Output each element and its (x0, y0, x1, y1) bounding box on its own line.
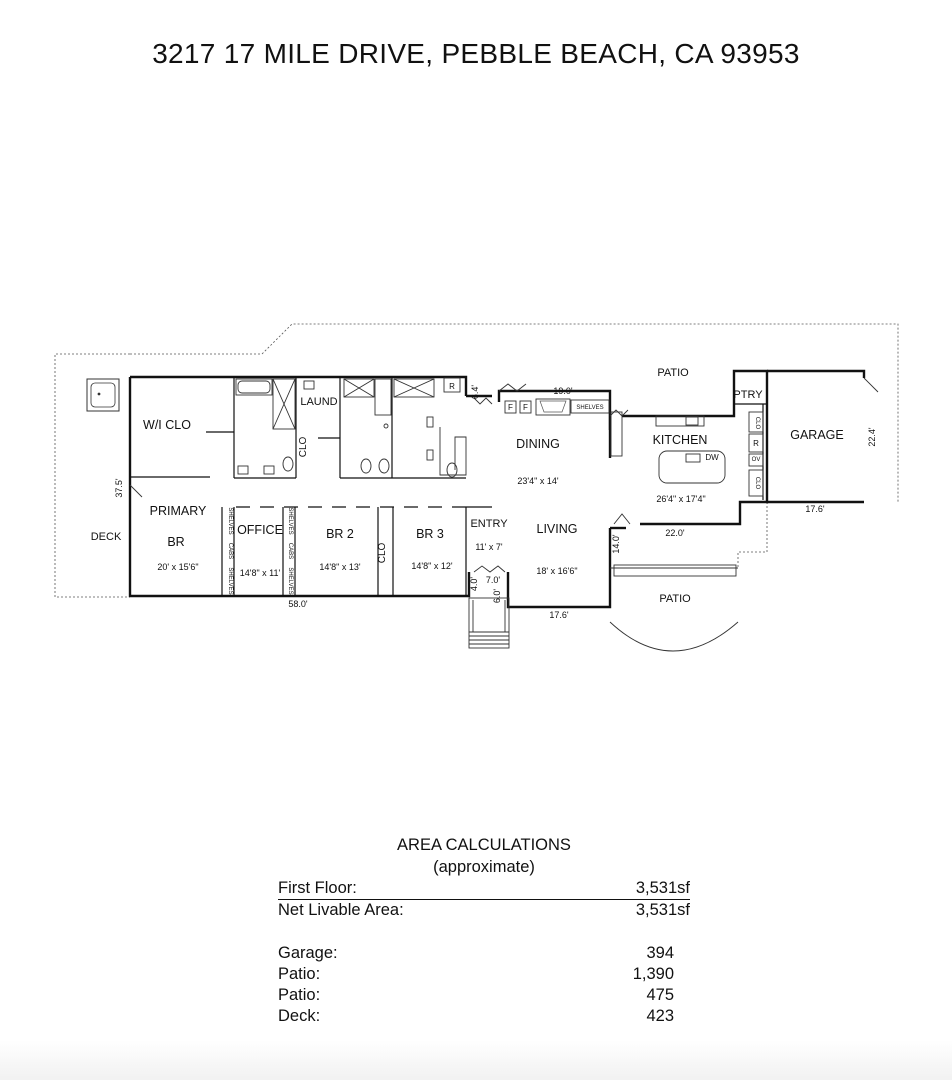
svg-text:R: R (449, 382, 455, 391)
dim-17-6-living: 17.6' (549, 610, 569, 620)
dim-22-4: 22.4' (867, 427, 877, 447)
area-subheading: (approximate) (433, 858, 535, 876)
deck-label: DECK (90, 531, 122, 543)
patio-top-label: PATIO (657, 367, 689, 379)
ptry-label: PTRY (733, 389, 763, 401)
patio-row-1 (278, 964, 690, 985)
svg-text:CABS: CABS (287, 542, 293, 560)
area-calculations (278, 834, 690, 1027)
br-clo-label: CLO (377, 542, 388, 564)
deck-row (278, 1006, 690, 1027)
outdoor-outline (55, 324, 898, 597)
dim-6-4: 6.4' (470, 384, 480, 400)
svg-text:CABS: CABS (227, 542, 233, 560)
kitchen-dim: 26'4" x 17'4" (656, 494, 706, 504)
first-floor-value: 3,531sf (635, 879, 690, 897)
br2-dim: 14'8" x 13' (319, 562, 361, 572)
oven-label: OV (751, 457, 761, 463)
svg-text:SHELVES: SHELVES (227, 507, 233, 535)
patio-area-value-2: 475 (646, 986, 674, 1004)
office-dim: 14'8" x 11' (239, 568, 281, 578)
first-floor-label: First Floor: (278, 879, 357, 897)
kitchen-label: KITCHEN (652, 433, 708, 447)
br-label: BR (167, 535, 185, 549)
area-heading: AREA CALCULATIONS (397, 836, 571, 854)
net-livable-row (278, 900, 690, 921)
office-label: OFFICE (237, 523, 283, 537)
garage-area-label: Garage: (278, 944, 338, 962)
hot-tub-icon (87, 379, 119, 411)
wi-clo-label: W/I CLO (143, 418, 191, 432)
bath-fixtures (236, 379, 466, 477)
refrigerator-box (444, 378, 460, 392)
br2-label: BR 2 (326, 527, 354, 541)
laund-label: LAUND (300, 396, 338, 408)
entry-label: ENTRY (470, 518, 508, 530)
svg-text:F: F (508, 403, 513, 412)
dim-6-0: 6.0' (492, 588, 502, 604)
dim-17-6-garage: 17.6' (805, 504, 825, 514)
page-title: 3217 17 MILE DRIVE, PEBBLE BEACH, CA 93953 (152, 38, 800, 69)
patio-row-2 (278, 985, 690, 1006)
garage-label: GARAGE (790, 428, 844, 442)
fridge-label: R (753, 439, 759, 448)
patio-bottom-label: PATIO (659, 593, 691, 605)
primary-dim: 20' x 15'6" (157, 562, 199, 572)
patio-area-label-2: Patio: (278, 986, 321, 1004)
dim-58-0: 58.0' (288, 599, 308, 609)
kitchen-clo-label-1: CLO (754, 416, 760, 430)
net-livable-label: Net Livable Area: (278, 901, 404, 919)
dining-label: DINING (516, 437, 560, 451)
br3-label: BR 3 (416, 527, 444, 541)
living-patio (610, 565, 738, 651)
svg-text:F: F (523, 403, 528, 412)
primary-label: PRIMARY (149, 504, 207, 518)
dim-37-5: 37.5' (114, 478, 124, 498)
net-livable-value: 3,531sf (635, 901, 690, 919)
dim-7-0: 7.0' (485, 575, 501, 585)
dishwasher-label: DW (705, 453, 719, 462)
dim-14-0: 14.0' (611, 534, 621, 554)
bottom-fade (0, 1040, 952, 1080)
svg-text:SHELVES: SHELVES (287, 507, 293, 535)
patio-area-value-1: 1,390 (632, 965, 674, 983)
first-floor-row (278, 878, 690, 900)
dining-shelves-label: SHELVES (576, 405, 604, 411)
kitchen-clo-label-2: CLO (754, 476, 760, 490)
living-dim: 18' x 16'6" (536, 566, 578, 576)
dim-4-0: 4.0' (469, 576, 479, 592)
garage-area-value: 394 (646, 944, 674, 962)
svg-text:SHELVES: SHELVES (227, 567, 233, 595)
living-label: LIVING (536, 522, 578, 536)
entry-dim: 11' x 7' (475, 542, 503, 552)
deck-area-label: Deck: (278, 1007, 321, 1025)
dim-22-0: 22.0' (665, 528, 685, 538)
br3-dim: 14'8" x 12' (411, 561, 453, 571)
patio-area-label-1: Patio: (278, 965, 321, 983)
garage-row (278, 943, 690, 964)
dining-dim: 23'4" x 14' (517, 476, 559, 486)
laund-clo-label: CLO (298, 436, 309, 458)
entry-stairs (469, 598, 509, 648)
dim-19-0: 19.0' (553, 386, 573, 396)
deck-area-value: 423 (646, 1007, 674, 1025)
svg-text:SHELVES: SHELVES (287, 567, 293, 595)
